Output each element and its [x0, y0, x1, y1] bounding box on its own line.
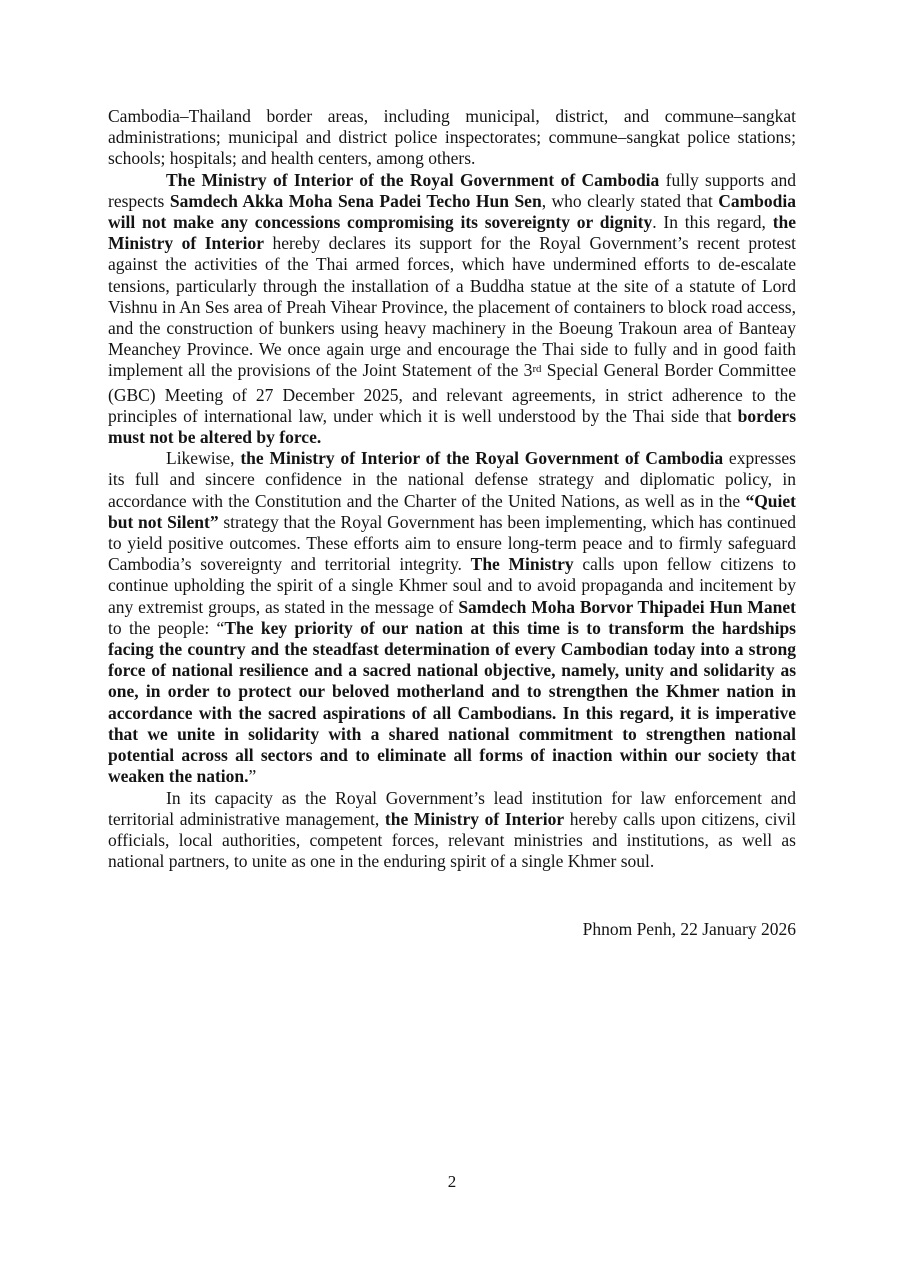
text-run: Special General Border Committee (GBC) Meeting of 27 December 2025, and relevant agreements, in strict adherence to the principles of international law, under which it is well understood by the Thai side that — [108, 360, 796, 426]
document-body — [108, 106, 796, 941]
bold-text-run: the Ministry of Interior of the Royal Government of Cambodia — [240, 448, 724, 469]
bold-text-run: Samdech Moha Borvor Thipadei Hun Manet — [458, 596, 797, 617]
text-run: ” — [248, 766, 257, 787]
text-run: Cambodia–Thailand border areas, including municipal, district, and commune–sangkat administrations; municipal and district police inspectorates; commune–sangkat police stations; schools; hospitals; and health centers, among others. — [108, 106, 796, 169]
bold-text-run: borders must not be altered by force. — [108, 405, 796, 448]
bold-text-run: the Ministry of Interior — [108, 212, 797, 254]
date-line: Phnom Penh, 22 January 2026 — [582, 919, 796, 940]
bold-text-run: the Ministry of Interior — [384, 808, 565, 829]
text-run: expresses its full and sincere confidence in the national defense strategy and diplomatic policy, in accordance with the Constitution and the Charter of the United Nations, as well as in the — [108, 448, 796, 511]
bold-text-run: Cambodia will not make any concessions compromising its sovereignty or dignity — [108, 190, 796, 233]
paragraph — [108, 788, 796, 873]
superscript-run: rd — [532, 362, 542, 375]
text-run: hereby declares its support for the Royal Government’s recent protest against the activities of the Thai armed forces, which have undermined efforts to de-escalate tensions, particularly through the installation of a Buddha statue at the site of a statute of Lord Vishnu in An Ses area of Preah Vihear Province, the placement of containers to block road access, and the construction of bunkers using heavy machinery in the Boeung Trakoun area of Banteay Meanchey Province. We once again urge and encourage the Thai side to fully and in good faith implement all the provisions of the Joint Statement of the 3 — [108, 233, 796, 381]
text-run: . In this regard, — [652, 212, 773, 233]
bold-text-run: The key priority of our nation at this time is to transform the hardships facing the country and the steadfast determination of every Cambodian today into a strong force of national resilience and a sacred national objective, namely, unity and solidarity as one, in order to protect our beloved motherland and to strengthen the Khmer nation in accordance with the sacred aspirations of all Cambodians. In this regard, it is imperative that we unite in solidarity with a shared national commitment to strengthen national potential across all sectors and to eliminate all forms of inaction within our society that weaken the nation. — [108, 617, 796, 787]
bold-text-run: Samdech Akka Moha Sena Padei Techo Hun Sen — [169, 190, 542, 211]
text-run: calls upon fellow citizens to continue upholding the spirit of a single Khmer soul and to avoid propaganda and incitement by any extremist groups, as stated in the message of — [108, 554, 796, 617]
bold-text-run: The Ministry — [470, 554, 574, 575]
text-run: to the people: “ — [108, 617, 225, 638]
text-run: fully supports and respects — [108, 169, 796, 211]
paragraph-container — [108, 106, 796, 872]
bold-text-run: “Quiet but not Silent” — [108, 490, 796, 532]
text-run: hereby calls upon citizens, civil officials, local authorities, competent forces, relevant ministries and institutions, as well as national partners, to unite as one in the enduring spirit of a single Khmer soul. — [108, 808, 796, 872]
paragraph — [108, 448, 796, 787]
text-run: Likewise, — [166, 448, 241, 469]
page-number: 2 — [447, 1172, 457, 1191]
paragraph — [108, 106, 796, 170]
bold-text-run: The Ministry of Interior of the Royal Government of Cambodia — [166, 169, 660, 190]
paragraph — [108, 170, 796, 449]
text-run: , who clearly stated that — [541, 190, 719, 211]
text-run: strategy that the Royal Government has been implementing, which has continued to yield positive outcomes. These efforts aim to ensure long-term peace and to firmly safeguard Cambodia’s sovereignty and territorial integrity. — [108, 511, 797, 575]
text-run: In its capacity as the Royal Government’s lead institution for law enforcement and territorial administrative management, — [108, 787, 796, 829]
